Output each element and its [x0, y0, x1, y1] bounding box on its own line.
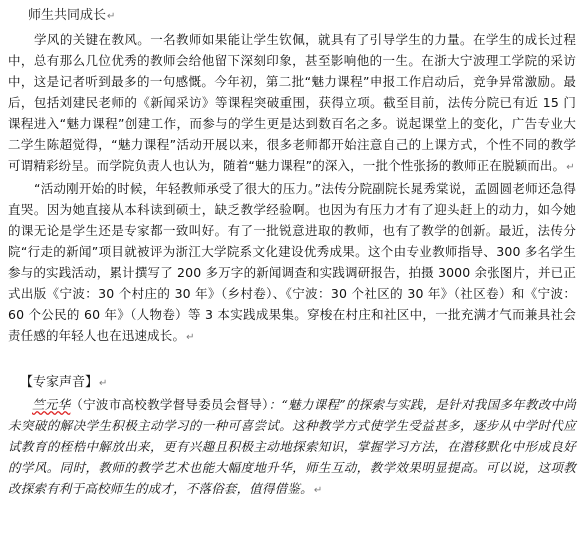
- paragraph-mark-icon: ↵: [186, 332, 195, 343]
- paragraph-mark-icon: ↵: [313, 485, 323, 496]
- section-title: [8, 6, 576, 27]
- paragraph-mark-icon: ↵: [566, 162, 575, 173]
- expert-heading-text: 【专家声音】: [20, 375, 99, 390]
- body-paragraph-2: [8, 178, 576, 348]
- blank-line: [8, 348, 576, 372]
- paragraph-mark-icon: ↵: [107, 11, 116, 22]
- body-paragraph-1: [8, 29, 576, 178]
- paragraph-mark-icon: ↵: [99, 378, 108, 389]
- expert-name: 竺元华: [32, 397, 71, 412]
- expert-quote-text: ：“魅力课程”的探索与实践，是针对我国多年教改中尚未突破的解决学生积极主动学习的一种可喜尝试。这种教学方式使学生受益甚多，逐步从中学时代应试教育的桎梏中解放出来，更有兴趣且积极主动地探索知识，掌握学习方法，在潜移默化中形成良好的学风。同时，教师的教学艺术也能大幅度地升华，师生互动，教学效果明显提高。可以说，这项教改探索有利于高校师生的成才，不落俗套，值得借鉴。: [8, 397, 576, 496]
- expert-heading: [8, 372, 576, 394]
- body-paragraph-2-text: “活动刚开始的时候，年轻教师承受了很大的压力。”法传分院副院长晁秀棠说，孟圆圆老师还急得直哭。因为她直接从本科读到硕士，缺乏教学经验啊。也因为有压力才有了迎头赶上的动力，如今她的课无论是学生还是专家都一致叫好。有了一批锐意进取的教师，也有了教学的创新。最近，法传分院“行走的新闻”项目就被评为浙江大学院系文化建设优秀成果。这个由专业教师指导、300 多名学生参与的实践活动，累计撰写了 200 多万字的新闻调查和实践调研报告，拍摄 3000 余张图片，并已正式出版《宁波：30 个村庄的 30 年》（乡村卷）、《宁波：30 个社区的 30 年》（社区卷）和《宁波：60 个公民的 60 年》（人物卷）等 3 本实践成果集。穿梭在村庄和社区中，一批充满才气而兼具社会责任感的年轻人也在迅速成长。: [8, 181, 576, 343]
- body-paragraph-1-text: 学风的关键在教风。一名教师如果能让学生钦佩，就具有了引导学生的力量。在学生的成长过程中，总有那么几位优秀的教师会给他留下深刻印象，甚至影响他的一生。在浙大宁波理工学院的采访中，这是记者听到最多的一句感慨。今年初，第二批“魅力课程”申报工作启动后，竞争异常激励。最后，包括刘建民老师的《新闻采访》等课程突破重围，获得立项。截至目前，法传分院已有近 15 门课程进入“魅力课程”创建工作，而参与的学生更是达到数百名之多。说起课堂上的变化，广告专业大二学生陈超觉得，“魅力课程”活动开展以来，很多老师都开始注意自己的上课方式，个性不同的教学可谓精彩纷呈。而学院负责人也认为，随着“魅力课程”的深入，一批个性张扬的教师正在脱颖而出。: [8, 32, 576, 173]
- section-title-text: 师生共同成长: [28, 8, 107, 23]
- expert-affiliation: （宁波市高校教学督导委员会督导）: [70, 397, 269, 412]
- expert-quote: [8, 394, 576, 501]
